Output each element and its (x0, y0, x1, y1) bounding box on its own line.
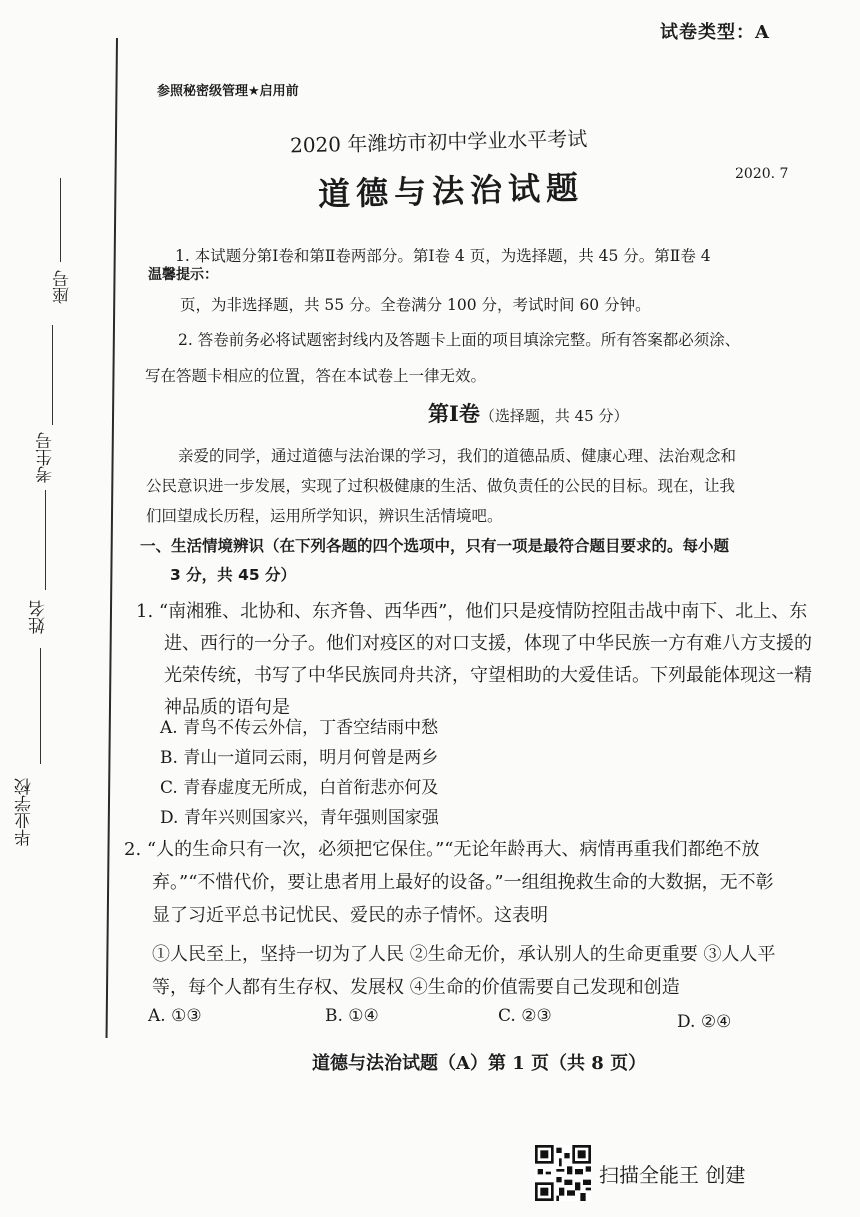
exam-date: 2020. 7 (735, 166, 789, 182)
section-heading (428, 398, 628, 428)
notice-line: 写在答题卡相应的位置，答在本试卷上一律无效。 (145, 367, 487, 385)
question-2-line: 显了习近平总书记忧民、爱民的赤子情怀。这表明 (152, 905, 548, 926)
question-2-line: 弃。”“不惜代价，要让患者用上最好的设备。”一组组挽救生命的大数据，无不彰 (152, 872, 774, 893)
q2-option-c: C. ②③ (498, 1006, 552, 1026)
secrecy-notice: 参照秘密级管理★启用前 (157, 84, 299, 99)
seat-field-rule (60, 178, 61, 262)
q1-option-c: C. 青春虚度无所成，白首衔悲亦何及 (160, 778, 439, 798)
seat-field-rule-2 (52, 325, 53, 425)
q2-option-b: B. ①④ (325, 1006, 379, 1026)
question-1-line: 光荣传统，书写了中华民族同舟共济，守望相助的大爱佳话。下列最能体现这一精 (164, 665, 812, 686)
scanner-watermark-text: 扫描全能王 创建 (599, 1162, 746, 1187)
intro-line: 们回望成长历程，运用所学知识，辨识生活情境吧。 (146, 507, 503, 525)
qr-code-icon (535, 1145, 591, 1201)
intro-line: 亲爱的同学，通过道德与法治课的学习，我们的道德品质、健康心理、法治观念和 (178, 447, 737, 465)
page-footer: 道德与法治试题（A）第 1 页（共 8 页） (312, 1053, 647, 1074)
exam-title: 2020 年潍坊市初中学业水平考试 (289, 126, 588, 158)
q2-option-a: A. ①③ (148, 1006, 202, 1026)
question-1-line: 进、西行的一分子。他们对疫区的对口支援，体现了中华民族一方有难八方支援的 (164, 633, 812, 654)
section-subtitle: （选择题，共 45 分） (479, 407, 629, 425)
school-label: 毕业学校 (15, 778, 35, 846)
question-2-line: 等，每个人都有生存权、发展权 ④生命的价值需要自己发现和创造 (152, 977, 680, 998)
name-field-rule (40, 648, 41, 764)
question-1-line: 神品质的语句是 (164, 697, 290, 718)
question-2-line: ①人民至上，坚持一切为了人民 ②生命无价，承认别人的生命更重要 ③人人平 (152, 944, 776, 965)
notice-line: 页，为非选择题，共 55 分。全卷满分 100 分，考试时间 60 分钟。 (180, 296, 651, 314)
q1-option-b: B. 青山一道同云雨，明月何曾是两乡 (160, 748, 439, 768)
notice-line: 2. 答卷前务必将试题密封线内及答题卡上面的项目填涂完整。所有答案都必须涂、 (178, 331, 741, 349)
question-1-line: 1. “南湘雅、北协和、东齐鲁、西华西”，他们只是疫情防控阻击战中南下、北上、东 (136, 601, 808, 622)
part-title-cont: 3 分，共 45 分） (170, 566, 297, 584)
binding-line (106, 38, 118, 1038)
notice-title: 温馨提示： (148, 267, 218, 283)
name-label: 姓名 (29, 600, 49, 634)
notice-line: 1. 本试题分第Ⅰ卷和第Ⅱ卷两部分。第Ⅰ卷 4 页，为选择题，共 45 分。第Ⅱ卷 4 (175, 247, 711, 265)
exam-number-label: 考生号 (36, 432, 56, 483)
exam-number-field-rule (45, 490, 46, 590)
question-2-line: 2. “人的生命只有一次，必须把它保住。”“无论年龄再大、病情再重我们都绝不放 (124, 839, 760, 860)
subject-title: 道德与法治试题 (317, 168, 585, 214)
part-title: 一、生活情境辨识（在下列各题的四个选项中，只有一项是最符合题目要求的。每小题 (140, 537, 730, 555)
intro-line: 公民意识进一步发展，实现了过积极健康的生活、做负责任的公民的目标。现在，让我 (146, 477, 736, 495)
section-title: 第Ⅰ卷 (428, 401, 480, 426)
seat-label: 座号 (53, 270, 73, 304)
q1-option-a: A. 青鸟不传云外信，丁香空结雨中愁 (160, 718, 439, 738)
paper-type: 试卷类型：A (660, 22, 770, 43)
q2-option-d: D. ②④ (677, 1012, 732, 1032)
q1-option-d: D. 青年兴则国家兴，青年强则国家强 (160, 808, 439, 828)
scanner-watermark (535, 1145, 745, 1201)
